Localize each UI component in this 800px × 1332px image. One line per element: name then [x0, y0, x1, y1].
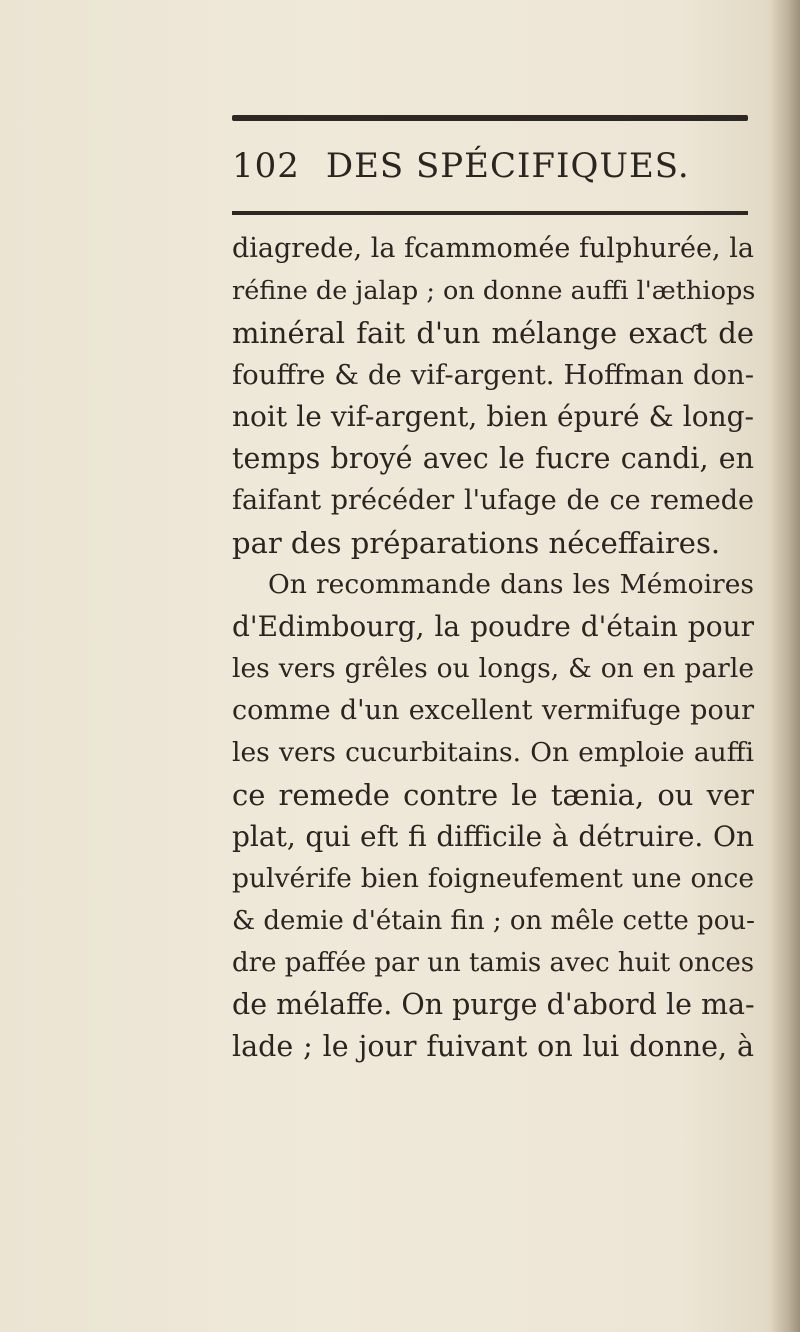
text-line: les vers cucurbitains. On emploie auffi	[232, 737, 754, 768]
text-line: diagrede, la fcammomée fulphurée, la	[232, 233, 754, 264]
text-line: par des préparations néceffaires.	[232, 526, 721, 560]
text-line: dre paffée par un tamis avec huit onces	[232, 948, 755, 978]
page-edge-shadow	[770, 0, 800, 1332]
text-line: & demie d'étain fin ; on mêle cette pou-	[232, 906, 755, 936]
text-line: minéral fait d'un mélange exaƈt de	[232, 316, 754, 350]
text-line: On recommande dans les Mémoires	[268, 569, 754, 600]
text-line: faifant précéder l'ufage de ce remede	[232, 485, 754, 516]
text-line: pulvérife bien foigneufement une once	[232, 863, 754, 894]
text-line: ce remede contre le tænia, ou ver	[232, 778, 754, 812]
text-line: lade ; le jour fuivant on lui donne, à	[232, 1030, 754, 1063]
text-line: noit le vif-argent, bien épuré & long-	[232, 400, 754, 433]
running-title: DES SPÉCIFIQUES.	[325, 146, 690, 186]
text-line: plat, qui eft fi difficile à détruire. On	[232, 820, 754, 853]
text-line: les vers grêles ou longs, & on en parle	[232, 653, 754, 684]
text-line: comme d'un excellent vermifuge pour	[232, 695, 754, 726]
text-line: réfine de jalap ; on donne auffi l'æthiops	[232, 276, 756, 306]
text-line: de mélaffe. On purge d'abord le ma-	[232, 988, 755, 1021]
body-text	[232, 228, 754, 1068]
text-line: d'Edimbourg, la poudre d'étain pour	[232, 610, 754, 643]
page-number: 102	[232, 146, 300, 186]
text-line: fouffre & de vif-argent. Hoffman don-	[232, 359, 754, 391]
header-rule-top	[232, 115, 748, 121]
running-header	[232, 138, 752, 194]
text-line: temps broyé avec le fucre candi, en	[232, 442, 754, 475]
header-rule-bottom	[232, 211, 748, 215]
